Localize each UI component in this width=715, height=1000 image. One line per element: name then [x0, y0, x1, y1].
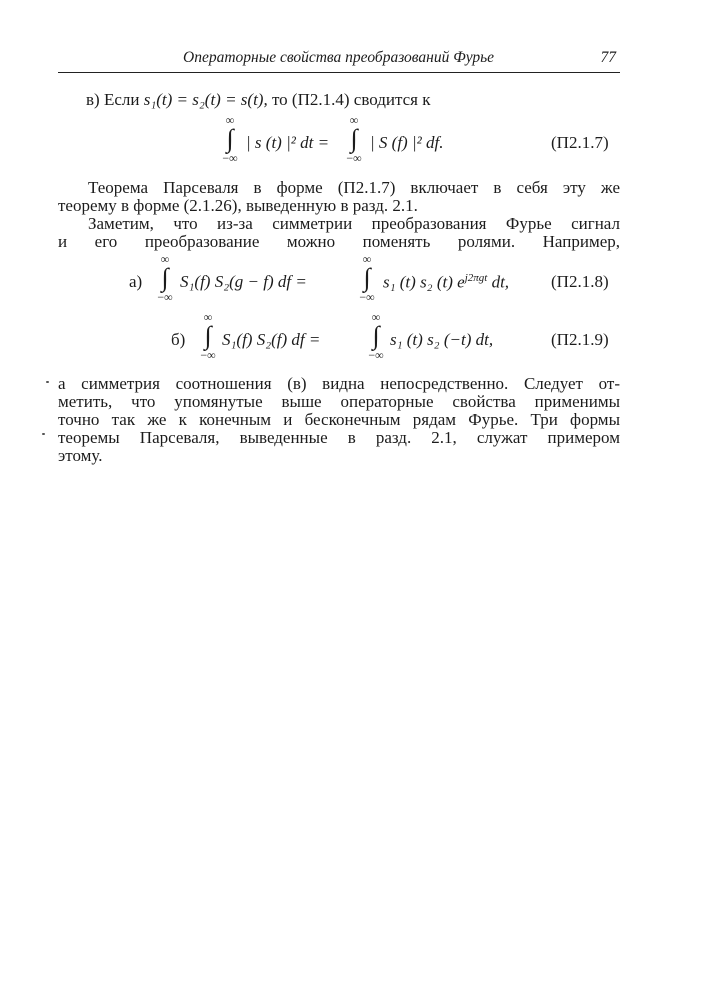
- equation-number: (П2.1.8): [551, 272, 609, 291]
- eq9-rhs: s₁ (t) s₂ (−t) dt,: [390, 330, 494, 349]
- item-v-line: [86, 90, 431, 110]
- integral-sign: ∞ ∫ −∞: [200, 310, 216, 362]
- paragraph-line: метить, что упомянутые выше операторные свойства применимы: [58, 392, 620, 411]
- paragraph-line: Теорема Парсеваля в форме (П2.1.7) включает в себя эту же: [88, 178, 620, 197]
- page-number: 77: [600, 49, 616, 66]
- integral-sign: ∞ ∫ −∞: [346, 113, 362, 165]
- equation-label: а): [129, 272, 143, 291]
- integral-sign: ∞ ∫ −∞: [368, 310, 384, 362]
- paragraph-line: а симметрия соотношения (в) видна непосредственно. Следует от-: [58, 374, 620, 393]
- paragraph-line: этому.: [58, 446, 103, 465]
- equation-number: (П2.1.9): [551, 330, 609, 349]
- integral-sign: ∞ ∫ −∞: [157, 252, 173, 304]
- eq9-lhs: S₁(f) S₂(f) df =: [222, 330, 321, 349]
- equation-label: б): [171, 330, 186, 349]
- item-v-suffix: то (П2.1.4) сводится к: [271, 90, 431, 109]
- scan-speck: [42, 433, 45, 435]
- item-v-label: в): [86, 90, 100, 109]
- running-header: [58, 48, 620, 73]
- paragraph-line: теоремы Парсеваля, выведенные в разд. 2.1, служат примером: [58, 428, 620, 447]
- scan-speck: [46, 381, 49, 383]
- eq8-lhs: S₁(f) S₂(g − f) df =: [180, 272, 307, 291]
- equation-number: (П2.1.7): [551, 133, 609, 152]
- paragraph-line: и его преобразование можно поменять ролями. Например,: [58, 232, 620, 251]
- paragraph-line: теорему в форме (2.1.26), выведенную в разд. 2.1.: [58, 196, 418, 215]
- eq7-rhs: | S (f) |² df.: [370, 133, 444, 152]
- eq8-rhs: s₁ (t) s₂ (t) $e^{j2\pi gt}$ dt,: [383, 272, 510, 292]
- integral-sign: ∞ ∫ −∞: [359, 252, 375, 304]
- item-v-prefix: Если: [103, 90, 140, 109]
- item-v-condition: s₁(t) = s₂(t) = s(t),: [143, 90, 268, 109]
- header-title: Операторные свойства преобразований Фурье: [183, 49, 495, 66]
- paragraph-line: Заметим, что из-за симметрии преобразования Фурье сигнал: [88, 214, 620, 233]
- paragraph-line: точно так же к конечным и бесконечным рядам Фурье. Три формы: [58, 410, 620, 429]
- integral-sign: ∞ ∫ −∞: [222, 113, 238, 165]
- eq7-lhs: | s (t) |² dt =: [246, 133, 330, 152]
